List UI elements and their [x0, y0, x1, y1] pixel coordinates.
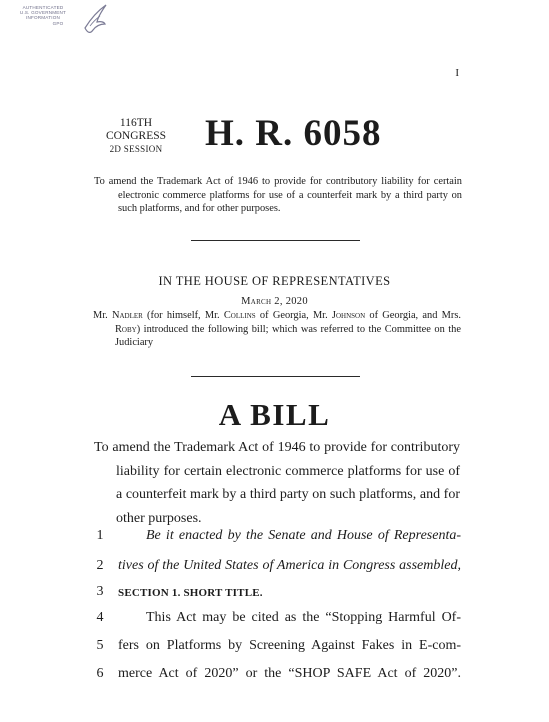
line-number: 3 [96, 584, 104, 599]
sponsor-name: Nadler [111, 310, 143, 321]
seal-line-government: U.S. GOVERNMENT [19, 10, 67, 16]
introduction-date: March 2, 2020 [241, 296, 308, 307]
intro-text-4: ) introduced the following bill; which was referred to the Committee on the Judiciary [115, 323, 461, 348]
cosponsor-roby: Roby [115, 323, 137, 335]
section-text-line: fers on Platforms by Screening Against Fakes in E-com- [118, 638, 461, 653]
congress-session [92, 117, 180, 156]
intro-text-3: of Georgia, and Mrs. [365, 310, 461, 321]
line-number: 2 [96, 558, 104, 573]
enacting-clause-line: Be it enacted by the Senate and House of Representa- [146, 528, 461, 543]
seal-line-information: INFORMATION [25, 15, 60, 21]
session-number: 2D SESSION [109, 144, 163, 154]
introduction-text [93, 309, 461, 350]
authentication-seal [4, 2, 108, 36]
seal-line-gpo: GPO [52, 20, 64, 26]
divider-top [191, 240, 360, 241]
introduction-statement [93, 309, 461, 350]
cosponsor-collins: Collins [223, 310, 256, 321]
section-text-line: This Act may be cited as the “Stopping Harmful Of- [146, 610, 461, 625]
bill-number: H. R. 6058 [205, 113, 382, 154]
divider-bottom [191, 376, 360, 377]
long-purpose-text: To amend the Trademark Act of 1946 to provide for contributory liability for certain electronic commerce platforms for use of a counterfeit mark by a third party on such platforms, and for other purposes. [94, 440, 460, 526]
section-heading: SECTION 1. SHORT TITLE. [118, 587, 263, 599]
long-purpose [94, 436, 460, 530]
section-text-line: merce Act of 2020” or the “SHOP SAFE Act of 2020”. [118, 666, 461, 681]
intro-text-2: of Georgia, Mr. [255, 310, 332, 321]
seal-line-authenticated: AUTHENTICATED [22, 5, 64, 10]
short-purpose [94, 175, 462, 216]
congress-number: 116TH CONGRESS [105, 117, 167, 142]
short-purpose-text: To amend the Trademark Act of 1946 to provide for contributory liability for certain electronic commerce platforms for use of a counterfeit mark by a third party on such platforms, and for other purposes. [94, 176, 462, 214]
line-number: 5 [96, 638, 104, 653]
line-number: 1 [96, 528, 104, 543]
chamber-heading: IN THE HOUSE OF REPRESENTATIVES [158, 274, 391, 288]
intro-text-1: (for himself, Mr. [142, 310, 224, 321]
page-number: I [455, 67, 459, 79]
seal-text [4, 5, 82, 26]
enacting-clause-line: tives of the United States of America in Congress assembled, [118, 558, 461, 573]
eagle-icon [82, 2, 108, 36]
line-number: 4 [96, 610, 104, 625]
sponsor-prefix: Mr. [93, 310, 112, 321]
bill-heading: A BILL [218, 397, 331, 432]
cosponsor-johnson: Johnson [331, 310, 366, 321]
line-number: 6 [96, 666, 104, 681]
